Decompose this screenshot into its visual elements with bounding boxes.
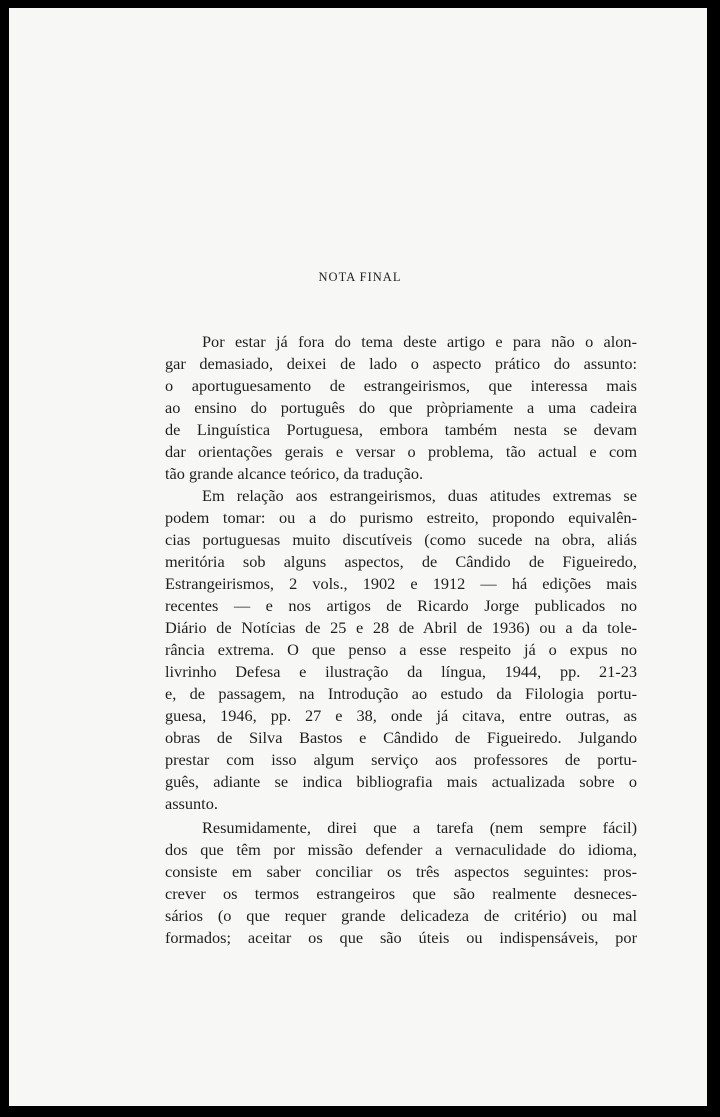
- text-line: e, de passagem, na Introdução ao estudo da Filologia portu-: [165, 684, 637, 703]
- text-line: assunto.: [165, 794, 218, 813]
- text-line: crever os termos estrangeiros que são realmente desneces-: [165, 884, 637, 903]
- text-line: rância extrema. O que penso a esse respeito já o expus no: [165, 640, 637, 659]
- text-line: ao ensino do português do que pròpriamente a uma cadeira: [165, 398, 637, 417]
- text-line: sários (o que requer grande delicadeza de critério) ou mal: [165, 906, 637, 925]
- text-line: gar demasiado, deixei de lado o aspecto prático do assunto:: [165, 354, 637, 373]
- text-line: podem tomar: ou a do purismo estreito, propondo equivalên-: [165, 508, 637, 527]
- text-line: meritória sob alguns aspectos, de Cândido de Figueiredo,: [165, 552, 637, 571]
- text-line: recentes — e nos artigos de Ricardo Jorge publicados no: [165, 596, 637, 615]
- text-line: prestar com isso algum serviço aos professores de portu-: [165, 750, 637, 769]
- text-line: o aportuguesamento de estrangeirismos, que interessa mais: [165, 376, 637, 395]
- text-line: Estrangeirismos, 2 vols., 1902 e 1912 — há edições mais: [165, 574, 637, 593]
- text-line: tão grande alcance teórico, da tradução.: [165, 464, 424, 483]
- text-line: Resumidamente, direi que a tarefa (nem sempre fácil): [202, 818, 637, 837]
- text-line: de Linguística Portuguesa, embora também nesta se devam: [165, 420, 637, 439]
- text-line: livrinho Defesa e ilustração da língua, 1944, pp. 21-23: [165, 662, 637, 681]
- text-line: dos que têm por missão defender a vernaculidade do idioma,: [165, 840, 637, 859]
- text-line: consiste em saber conciliar os três aspectos seguintes: pros-: [165, 862, 637, 881]
- text-line: formados; aceitar os que são úteis ou indispensáveis, por: [165, 928, 637, 947]
- text-line: obras de Silva Bastos e Cândido de Figueiredo. Julgando: [165, 728, 637, 747]
- section-heading: NOTA FINAL: [318, 270, 402, 284]
- text-line: cias portuguesas muito discutíveis (como sucede na obra, aliás: [165, 530, 637, 549]
- text-line: guês, adiante se indica bibliografia mais actualizada sobre o: [165, 772, 637, 791]
- text-line: Diário de Notícias de 25 e 28 de Abril de 1936) ou a da tole-: [165, 618, 637, 637]
- text-line: dar orientações gerais e versar o problema, tão actual e com: [165, 442, 637, 461]
- text-line: Por estar já fora do tema deste artigo e para não o alon-: [202, 332, 637, 351]
- text-line: Em relação aos estrangeirismos, duas atitudes extremas se: [202, 486, 637, 505]
- text-line: guesa, 1946, pp. 27 e 38, onde já citava, entre outras, as: [165, 706, 637, 725]
